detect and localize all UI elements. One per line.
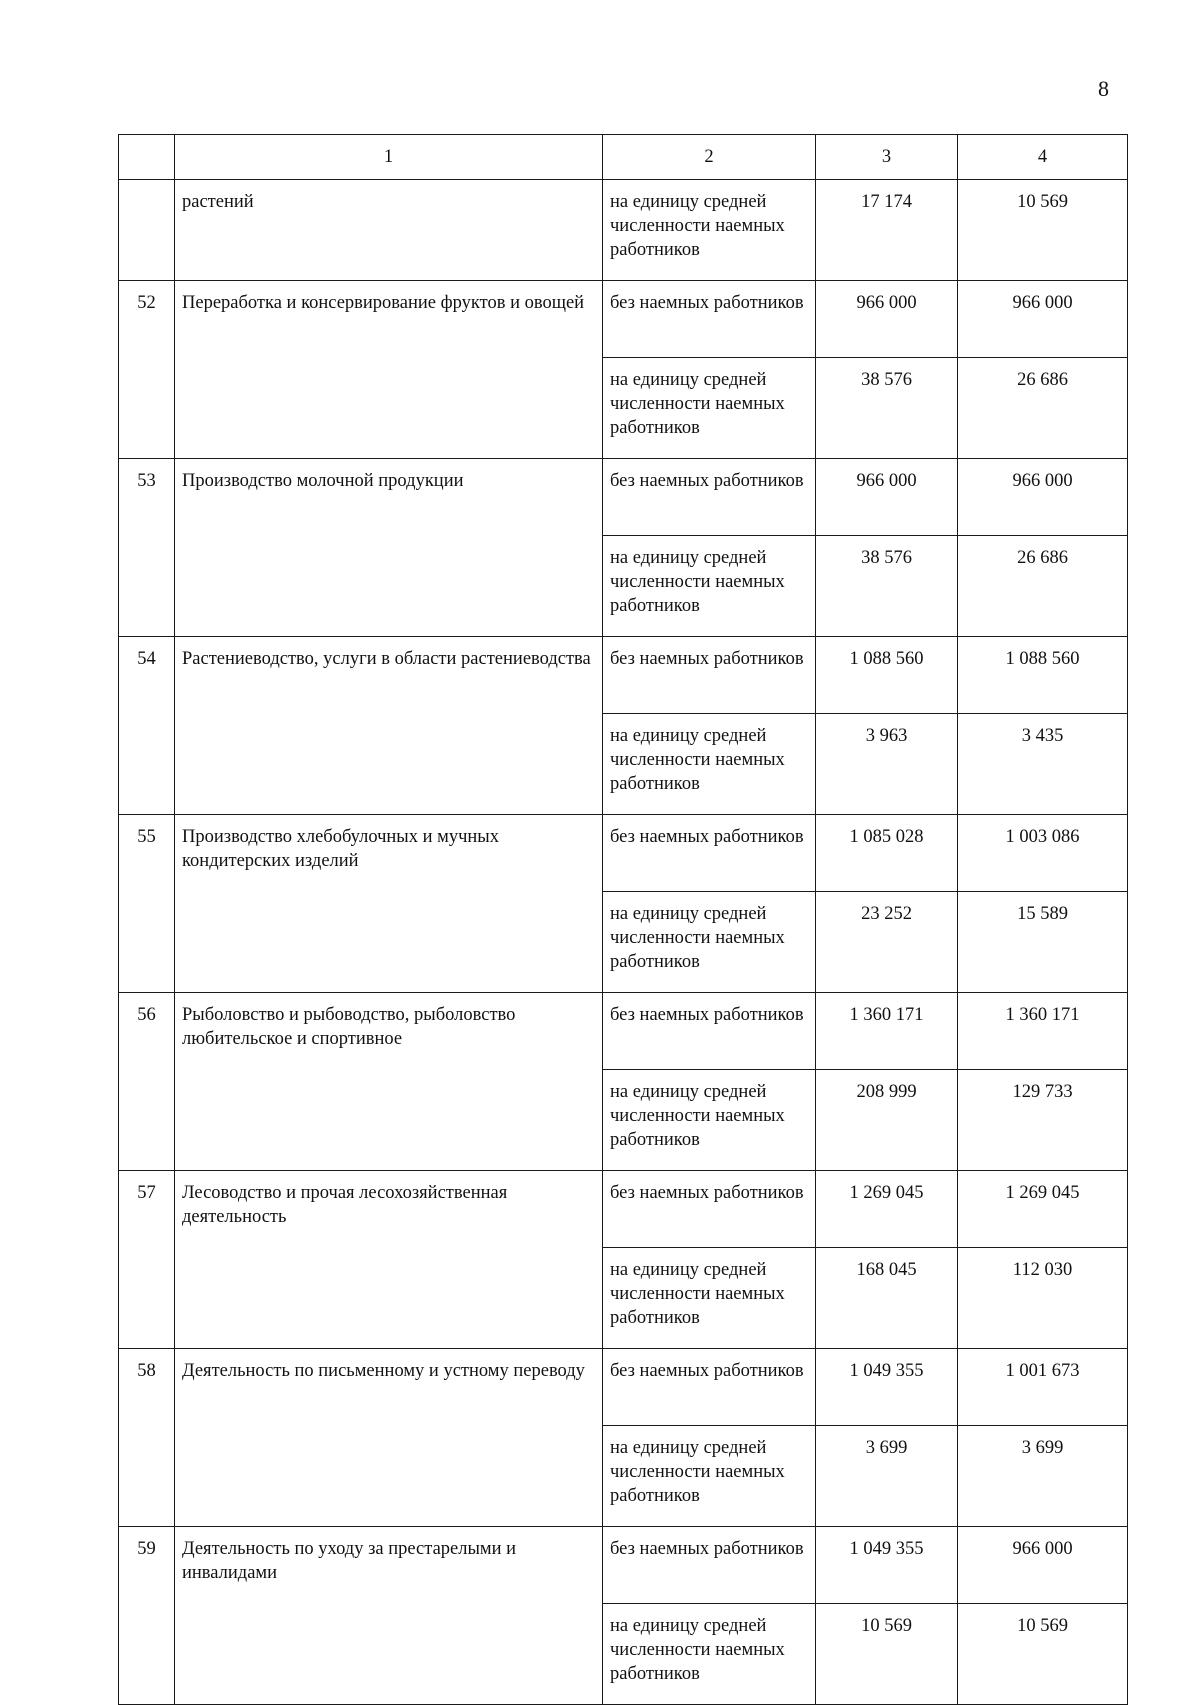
basis-label: на единицу средней численности наемных работников (603, 180, 816, 281)
row-number: 57 (119, 1171, 175, 1349)
table-row (119, 815, 1128, 892)
table-row (119, 993, 1128, 1070)
basis-label: без наемных работников (603, 1349, 816, 1426)
basis-label: на единицу средней численности наемных работников (603, 892, 816, 993)
header-cell-1: 1 (175, 135, 603, 180)
basis-label: без наемных работников (603, 1171, 816, 1248)
row-number (119, 180, 175, 281)
value-col3: 1 085 028 (816, 815, 958, 892)
row-number: 53 (119, 459, 175, 637)
value-col3: 10 569 (816, 1604, 958, 1705)
value-col3: 1 049 355 (816, 1349, 958, 1426)
basis-label: без наемных работников (603, 1527, 816, 1604)
value-col3: 208 999 (816, 1070, 958, 1171)
value-col3: 23 252 (816, 892, 958, 993)
activity-name: Лесоводство и прочая лесохозяйственная деятельность (175, 1171, 603, 1349)
basis-label: на единицу средней численности наемных работников (603, 1426, 816, 1527)
value-col3: 1 049 355 (816, 1527, 958, 1604)
table-row (119, 1349, 1128, 1426)
table-body (119, 281, 1128, 1705)
value-col4: 966 000 (958, 459, 1128, 536)
header-cell-4: 4 (958, 135, 1128, 180)
basis-label: без наемных работников (603, 637, 816, 714)
value-col4: 10 569 (958, 180, 1128, 281)
table-row (119, 1527, 1128, 1604)
row-number: 58 (119, 1349, 175, 1527)
activity-name: растений (175, 180, 603, 281)
value-col3: 3 699 (816, 1426, 958, 1527)
table-row (119, 1171, 1128, 1248)
basis-label: без наемных работников (603, 459, 816, 536)
activity-name: Растениеводство, услуги в области растениеводства (175, 637, 603, 815)
activity-name: Переработка и консервирование фруктов и овощей (175, 281, 603, 459)
value-col3: 1 088 560 (816, 637, 958, 714)
activity-name: Рыболовство и рыбоводство, рыболовство любительское и спортивное (175, 993, 603, 1171)
basis-label: на единицу средней численности наемных работников (603, 358, 816, 459)
value-col4: 112 030 (958, 1248, 1128, 1349)
page-number: 8 (1098, 76, 1109, 101)
value-col4: 3 435 (958, 714, 1128, 815)
value-col4: 966 000 (958, 281, 1128, 358)
basis-label: на единицу средней численности наемных работников (603, 1070, 816, 1171)
value-col4: 1 001 673 (958, 1349, 1128, 1426)
value-col4: 1 003 086 (958, 815, 1128, 892)
value-col3: 1 360 171 (816, 993, 958, 1070)
value-col3: 38 576 (816, 536, 958, 637)
row-number: 59 (119, 1527, 175, 1705)
value-col4: 1 269 045 (958, 1171, 1128, 1248)
basis-label: на единицу средней численности наемных работников (603, 1604, 816, 1705)
value-col4: 26 686 (958, 358, 1128, 459)
value-col4: 1 088 560 (958, 637, 1128, 714)
row-number: 55 (119, 815, 175, 993)
value-col3: 3 963 (816, 714, 958, 815)
activity-name: Производство хлебобулочных и мучных кондитерских изделий (175, 815, 603, 993)
table-header-row (119, 135, 1128, 180)
value-col3: 168 045 (816, 1248, 958, 1349)
activity-name: Деятельность по письменному и устному переводу (175, 1349, 603, 1527)
activity-name: Деятельность по уходу за престарелыми и инвалидами (175, 1527, 603, 1705)
value-col4: 966 000 (958, 1527, 1128, 1604)
basis-label: на единицу средней численности наемных работников (603, 714, 816, 815)
basis-label: на единицу средней численности наемных работников (603, 536, 816, 637)
activity-name: Производство молочной продукции (175, 459, 603, 637)
value-col3: 966 000 (816, 459, 958, 536)
basis-label: на единицу средней численности наемных работников (603, 1248, 816, 1349)
row-number: 52 (119, 281, 175, 459)
basis-label: без наемных работников (603, 815, 816, 892)
value-col3: 966 000 (816, 281, 958, 358)
value-col3: 38 576 (816, 358, 958, 459)
value-col3: 1 269 045 (816, 1171, 958, 1248)
basis-label: без наемных работников (603, 281, 816, 358)
table-row (119, 637, 1128, 714)
tariff-table (118, 134, 1128, 1705)
value-col4: 10 569 (958, 1604, 1128, 1705)
table-row (119, 459, 1128, 536)
value-col4: 26 686 (958, 536, 1128, 637)
row-number: 56 (119, 993, 175, 1171)
value-col4: 1 360 171 (958, 993, 1128, 1070)
header-cell-2: 2 (603, 135, 816, 180)
value-col3: 17 174 (816, 180, 958, 281)
table-row-continuation (119, 180, 1128, 281)
basis-label: без наемных работников (603, 993, 816, 1070)
value-col4: 15 589 (958, 892, 1128, 993)
header-cell-3: 3 (816, 135, 958, 180)
row-number: 54 (119, 637, 175, 815)
value-col4: 129 733 (958, 1070, 1128, 1171)
value-col4: 3 699 (958, 1426, 1128, 1527)
header-cell-num (119, 135, 175, 180)
table-row (119, 281, 1128, 358)
